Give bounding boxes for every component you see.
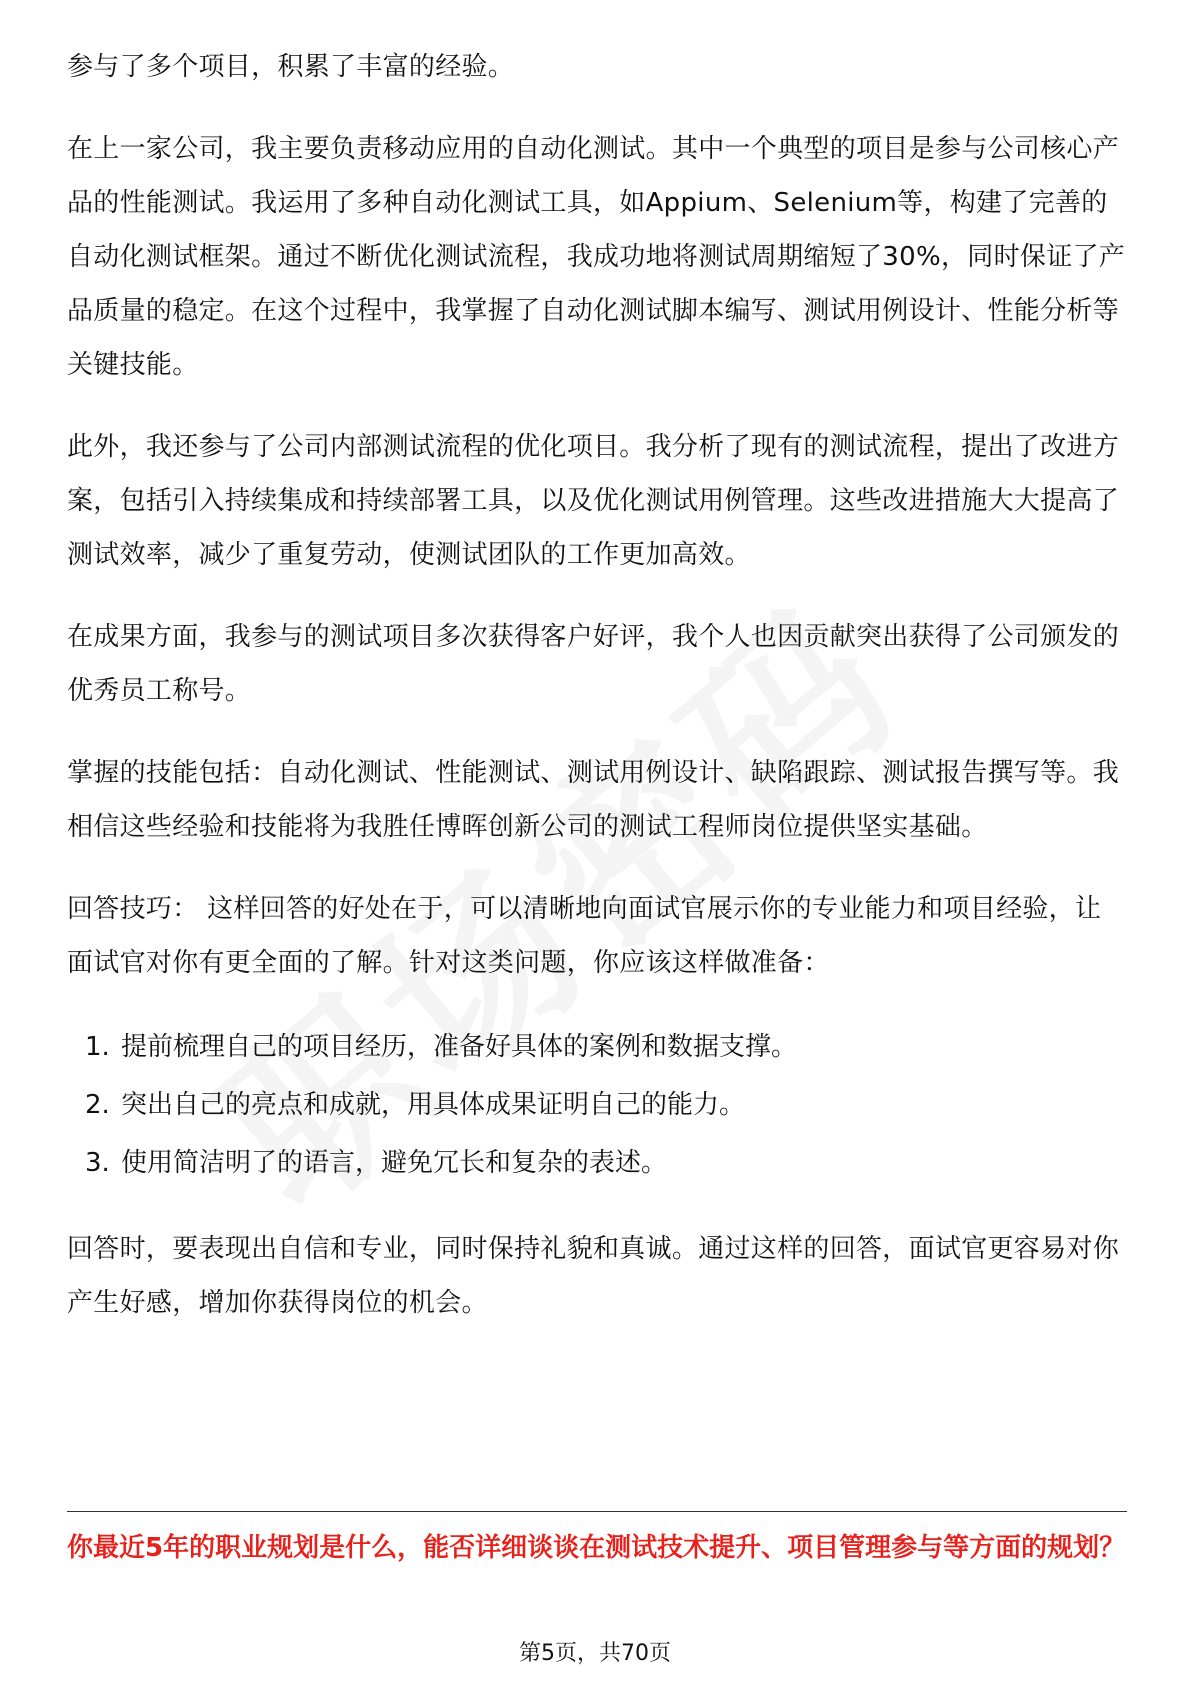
list-item-number: 1. xyxy=(85,1032,110,1062)
section-divider xyxy=(67,1511,1127,1512)
paragraph-skills: 掌握的技能包括：自动化测试、性能测试、测试用例设计、缺陷跟踪、测试报告撰写等。我相信这些经验和技能将为我胜任博晖创新公司的测试工程师岗位提供坚实基础。 xyxy=(67,758,1120,842)
list-item xyxy=(67,1076,1127,1134)
list-item-number: 2. xyxy=(85,1090,110,1120)
paragraph-closing: 回答时，要表现出自信和专业，同时保持礼貌和真诚。通过这样的回答，面试官更容易对你产生好感，增加你获得岗位的机会。 xyxy=(67,1234,1120,1318)
list-item-number: 3. xyxy=(85,1148,110,1178)
paragraph-intro: 参与了多个项目，积累了丰富的经验。 xyxy=(67,52,515,82)
paragraph-experience: 在上一家公司，我主要负责移动应用的自动化测试。其中一个典型的项目是参与公司核心产品的性能测试。我运用了多种自动化测试工具，如Appium、Selenium等，构建了完善的自动化测试框架。通过不断优化测试流程，我成功地将测试周期缩短了30%，同时保证了产品质量的稳定。在这个过程中，我掌握了自动化测试脚本编写、测试用例设计、性能分析等关键技能。 xyxy=(67,134,1126,380)
paragraph-process-optimization: 此外，我还参与了公司内部测试流程的优化项目。我分析了现有的测试流程，提出了改进方案，包括引入持续集成和持续部署工具，以及优化测试用例管理。这些改进措施大大提高了测试效率，减少了重复劳动，使测试团队的工作更加高效。 xyxy=(67,432,1120,570)
paragraph-answer-tips: 回答技巧： 这样回答的好处在于，可以清晰地向面试官展示你的专业能力和项目经验，让面试官对你有更全面的了解。针对这类问题，你应该这样做准备： xyxy=(67,894,1102,978)
tips-list xyxy=(67,1018,1127,1192)
list-item xyxy=(67,1134,1127,1192)
next-question-heading: 你最近5年的职业规划是什么，能否详细谈谈在测试技术提升、项目管理参与等方面的规划？ xyxy=(67,1533,1126,1563)
page-number-footer: 第5页，共70页 xyxy=(519,1641,671,1666)
list-item xyxy=(67,1018,1127,1076)
list-item-text: 提前梳理自己的项目经历，准备好具体的案例和数据支撑。 xyxy=(121,1032,798,1062)
list-item-text: 突出自己的亮点和成就，用具体成果证明自己的能力。 xyxy=(121,1090,746,1120)
list-item-text: 使用简洁明了的语言，避免冗长和复杂的表述。 xyxy=(121,1148,668,1178)
paragraph-achievements: 在成果方面，我参与的测试项目多次获得客户好评，我个人也因贡献突出获得了公司颁发的优秀员工称号。 xyxy=(67,622,1120,706)
document-body xyxy=(67,40,1127,1358)
